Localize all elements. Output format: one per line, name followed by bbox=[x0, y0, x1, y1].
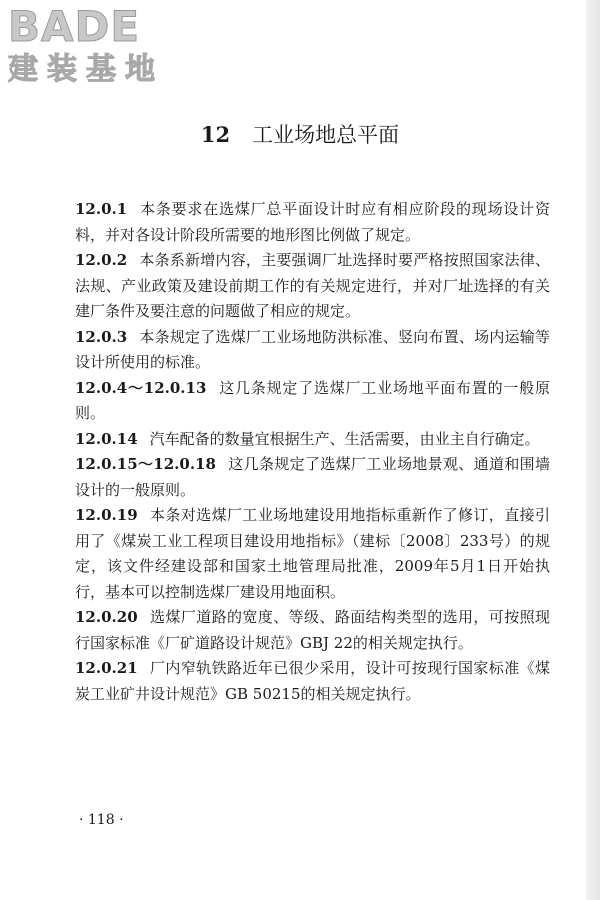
clause-number: 12.0.20 bbox=[75, 608, 138, 626]
clause-number: 12.0.15～12.0.18 bbox=[75, 455, 216, 473]
clause-number: 12.0.14 bbox=[75, 429, 138, 448]
clause-number: 12.0.4～12.0.13 bbox=[75, 378, 207, 397]
clause-text: 汽车配备的数量宜根据生产、生活需要，由业主自行确定。 bbox=[149, 429, 540, 448]
clause-list bbox=[75, 197, 550, 707]
clause-12-0-2 bbox=[75, 248, 550, 325]
clause-12-0-3 bbox=[75, 325, 550, 376]
page-number: · 118 · bbox=[79, 812, 124, 828]
clause-number: 12.0.21 bbox=[75, 659, 138, 677]
clause-text: 选煤厂道路的宽度、等级、路面结构类型的选用，可按照现行国家标准《厂矿道路设计规范》GBJ 22的相关规定执行。 bbox=[75, 608, 550, 652]
chapter-title bbox=[0, 120, 600, 150]
clause-text: 这几条规定了选煤厂工业场地平面布置的一般原则。 bbox=[75, 378, 550, 422]
clause-12-0-1 bbox=[75, 197, 550, 248]
chapter-title-text: 工业场地总平面 bbox=[252, 123, 400, 147]
clause-number: 12.0.3 bbox=[75, 327, 128, 346]
bade-logo bbox=[8, 2, 178, 90]
clause-12-0-15-to-18 bbox=[75, 452, 550, 503]
clause-12-0-20 bbox=[75, 605, 550, 656]
clause-text: 本条规定了选煤厂工业场地防洪标准、竖向布置、场内运输等设计所使用的标准。 bbox=[75, 327, 550, 371]
clause-12-0-14 bbox=[75, 427, 550, 453]
clause-number: 12.0.19 bbox=[75, 506, 138, 524]
clause-text: 本条要求在选煤厂总平面设计时应有相应阶段的现场设计资料，并对各设计阶段所需要的地形图比例做了规定。 bbox=[75, 200, 550, 244]
clause-text: 厂内窄轨铁路近年已很少采用，设计可按现行国家标准《煤炭工业矿井设计规范》GB 50215的相关规定执行。 bbox=[75, 659, 550, 703]
clause-12-0-4-to-13 bbox=[75, 376, 550, 427]
chapter-number: 12 bbox=[200, 122, 231, 147]
clause-12-0-19 bbox=[75, 503, 550, 605]
logo-brand-text: BADE bbox=[8, 2, 141, 51]
logo-subtitle-text: 建装基地 bbox=[8, 52, 164, 87]
clause-number: 12.0.1 bbox=[75, 200, 128, 218]
clause-text: 本条对选煤厂工业场地建设用地指标重新作了修订，直接引用了《煤炭工业工程项目建设用地指标》（建标〔2008〕233号）的规定，该文件经建设部和国家土地管理局批准，2009年5月1日开始执行，基本可以控制选煤厂建设用地面积。 bbox=[75, 506, 550, 601]
clause-text: 这几条规定了选煤厂工业场地景观、通道和围墙设计的一般原则。 bbox=[75, 455, 550, 499]
clause-number: 12.0.2 bbox=[75, 251, 128, 269]
clause-text: 本条系新增内容，主要强调厂址选择时要严格按照国家法律、法规、产业政策及建设前期工作的有关规定进行，并对厂址选择的有关建厂条件及要注意的问题做了相应的规定。 bbox=[75, 251, 550, 320]
clause-12-0-21 bbox=[75, 656, 550, 707]
